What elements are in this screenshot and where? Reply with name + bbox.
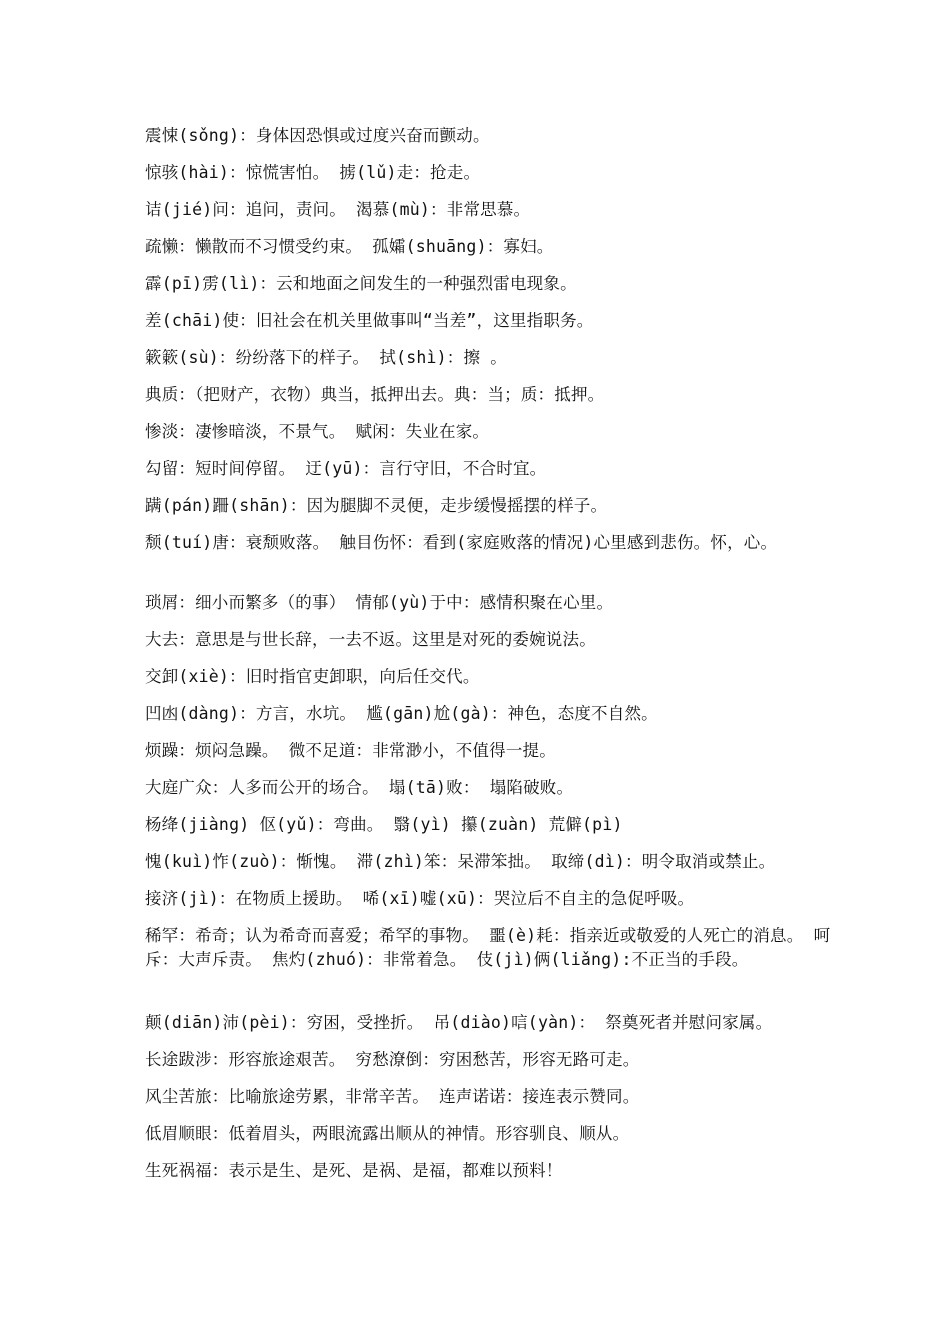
- vocab-line: 琐屑：细小而繁多（的事） 情郁(yù)于中：感情积聚在心里。: [145, 593, 614, 612]
- vocab-line: 惊骇(hài)：惊慌害怕。 掳(lǔ)走：抢走。: [145, 163, 481, 182]
- vocab-line: 震悚(sǒng)：身体因恐惧或过度兴奋而颤动。: [145, 126, 490, 145]
- vocab-line: 凹凼(dàng)：方言，水坑。 尴(gān)尬(gà)：神色，态度不自然。: [145, 704, 658, 723]
- vocab-line: 愧(kuì)怍(zuò)：惭愧。 滞(zhì)笨：呆滞笨拙。 取缔(dì)：明令取消或禁止。: [145, 852, 776, 871]
- vocab-line: 勾留：短时间停留。 迂(yū)：言行守旧，不合时宜。: [145, 459, 547, 478]
- vocab-line: 簌簌(sù)：纷纷落下的样子。 拭(shì)：擦 。: [145, 348, 507, 367]
- vocab-line: 长途跋涉：形容旅途艰苦。 穷愁潦倒：穷困愁苦，形容无路可走。: [145, 1050, 640, 1069]
- vocab-line: 低眉顺眼：低着眉头，两眼流露出顺从的神情。形容驯良、顺从。: [145, 1124, 630, 1143]
- vocab-line: 大去：意思是与世长辞，一去不返。这里是对死的委婉说法。: [145, 630, 596, 649]
- vocab-line: 颠(diān)沛(pèi)：穷困，受挫折。 吊(diào)唁(yàn)： 祭奠死者并慰问家属。: [145, 1013, 773, 1032]
- vocab-line: 接济(jì)：在物质上援助。 唏(xī)嘘(xū)：哭泣后不自主的急促呼吸。: [145, 889, 695, 908]
- vocab-line: 生死祸福：表示是生、是死、是祸、是福，都难以预料！: [145, 1161, 563, 1180]
- vocab-line: 交卸(xiè)：旧时指官吏卸职，向后任交代。: [145, 667, 480, 686]
- vocab-line: 蹒(pán)跚(shān)：因为腿脚不灵便，走步缓慢摇摆的样子。: [145, 496, 608, 515]
- vocab-line: 烦躁：烦闷急躁。 微不足道：非常渺小，不值得一提。: [145, 741, 556, 760]
- vocab-line: 典质：（把财产，衣物）典当，抵押出去。典：当；质：抵押。: [145, 385, 605, 404]
- vocab-line: 疏懒：懒散而不习惯受约束。 孤孀(shuāng)：寡妇。: [145, 237, 554, 256]
- vocab-paragraph: 稀罕：希奇；认为希奇而喜爱；希罕的事物。 噩(è)耗：指亲近或敬爱的人死亡的消息。 呵斥：大声斥责。 焦灼(zhuó)：非常着急。 伎(jì)俩(liǎng):不正当的手段。: [145, 926, 831, 969]
- vocab-line: 霹(pī)雳(lì)：云和地面之间发生的一种强烈雷电现象。: [145, 274, 577, 293]
- vocab-line: 惨淡：凄惨暗淡，不景气。 赋闲：失业在家。: [145, 422, 490, 441]
- vocab-line: 颓(tuí)唐：衰颓败落。 触目伤怀：看到(家庭败落的情况)心里感到悲伤。怀，心。: [145, 533, 778, 552]
- vocab-line: 杨绛(jiàng) 伛(yǔ)：弯曲。 翳(yì) 攥(zuàn) 荒僻(pì): [145, 815, 623, 834]
- vocab-line: 大庭广众：人多而公开的场合。 塌(tā)败： 塌陷破败。: [145, 778, 574, 797]
- vocab-line: 诘(jié)问：追问，责问。 渴慕(mù)：非常思慕。: [145, 200, 531, 219]
- vocab-line: 差(chāi)使：旧社会在机关里做事叫“当差”，这里指职务。: [145, 311, 594, 330]
- vocab-line: 风尘苦旅：比喻旅途劳累，非常辛苦。 连声诺诺：接连表示赞同。: [145, 1087, 640, 1106]
